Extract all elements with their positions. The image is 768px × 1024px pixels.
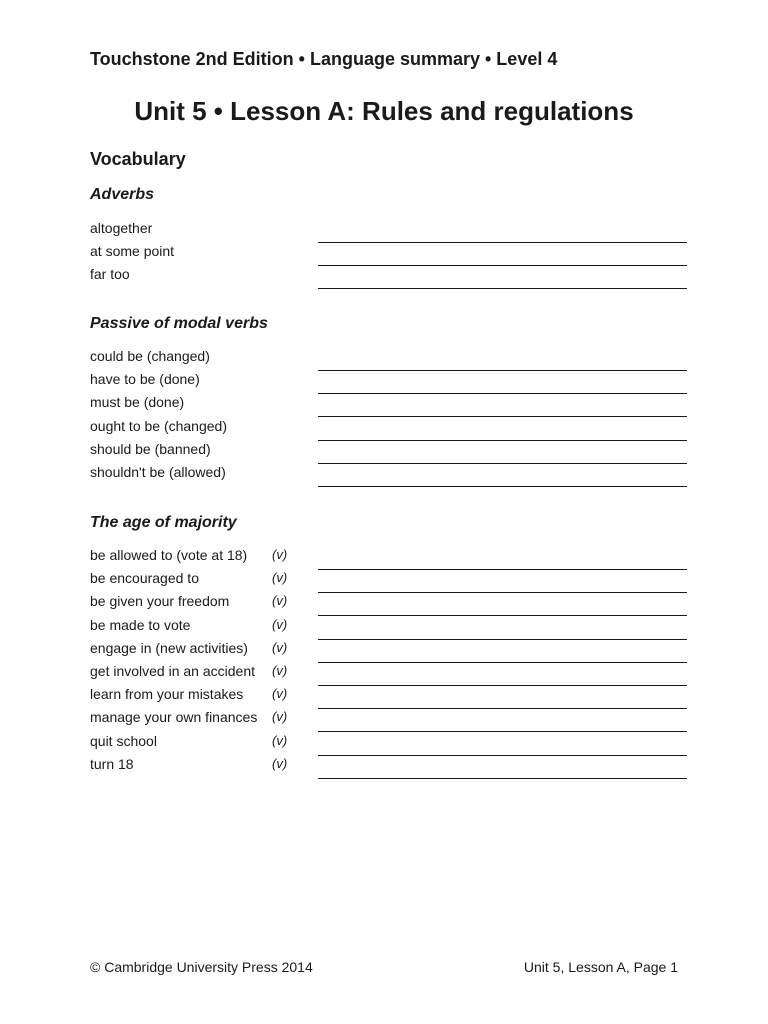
answer-line [318, 685, 687, 686]
vocab-term: at some point [90, 243, 175, 260]
part-of-speech: (v) [272, 663, 288, 678]
vocab-term: be encouraged to [90, 570, 199, 587]
part-of-speech: (v) [272, 570, 288, 586]
answer-line [318, 416, 687, 417]
group-heading: The age of majority [90, 514, 237, 531]
vocab-term: engage in (new activities) [90, 639, 248, 656]
vocab-term: be made to vote [90, 616, 191, 633]
vocab-term: get involved in an accident [90, 663, 255, 679]
vocab-term: could be (changed) [90, 348, 210, 364]
series-header: Touchstone 2nd Edition • Language summary • Level 4 [90, 49, 558, 69]
answer-line [318, 662, 687, 663]
part-of-speech: (v) [272, 709, 288, 725]
answer-line [318, 393, 687, 394]
answer-line [318, 265, 687, 266]
part-of-speech: (v) [272, 755, 288, 771]
group-heading: Passive of modal verbs [90, 315, 268, 332]
group-heading: Adverbs [90, 186, 155, 203]
part-of-speech: (v) [272, 547, 288, 562]
vocab-term: be allowed to (vote at 18) [90, 547, 248, 563]
vocab-term: turn 18 [90, 755, 134, 772]
answer-line [318, 615, 687, 616]
copyright-footer: © Cambridge University Press 2014 [90, 959, 313, 975]
vocab-term: ought to be (changed) [90, 417, 227, 434]
answer-line [318, 639, 687, 640]
vocab-term: should be (banned) [90, 440, 211, 457]
vocab-term: far too [90, 266, 130, 283]
part-of-speech: (v) [272, 639, 288, 655]
vocab-term: shouldn't be (allowed) [90, 464, 226, 480]
answer-line [318, 440, 687, 441]
vocab-term: have to be (done) [90, 371, 200, 388]
page-title: Unit 5 • Lesson A: Rules and regulations [134, 96, 634, 126]
answer-line [318, 731, 687, 732]
part-of-speech: (v) [272, 686, 288, 702]
vocab-term: must be (done) [90, 394, 185, 411]
answer-line [318, 242, 687, 243]
vocab-term: quit school [90, 732, 157, 749]
answer-line [318, 486, 687, 487]
vocab-term: manage your own finances [90, 709, 258, 726]
vocab-term: altogether [90, 220, 153, 236]
vocab-term: be given your freedom [90, 593, 230, 610]
answer-line [318, 708, 687, 709]
answer-line [318, 569, 687, 570]
answer-line [318, 778, 687, 779]
vocabulary-heading: Vocabulary [90, 149, 186, 169]
part-of-speech: (v) [272, 616, 288, 632]
answer-line [318, 370, 687, 371]
part-of-speech: (v) [272, 593, 288, 609]
answer-line [318, 755, 687, 756]
answer-line [318, 463, 687, 464]
part-of-speech: (v) [272, 732, 288, 748]
page-reference-footer: Unit 5, Lesson A, Page 1 [523, 959, 678, 975]
answer-line [318, 288, 687, 289]
answer-line [318, 592, 687, 593]
vocab-term: learn from your mistakes [90, 686, 244, 703]
